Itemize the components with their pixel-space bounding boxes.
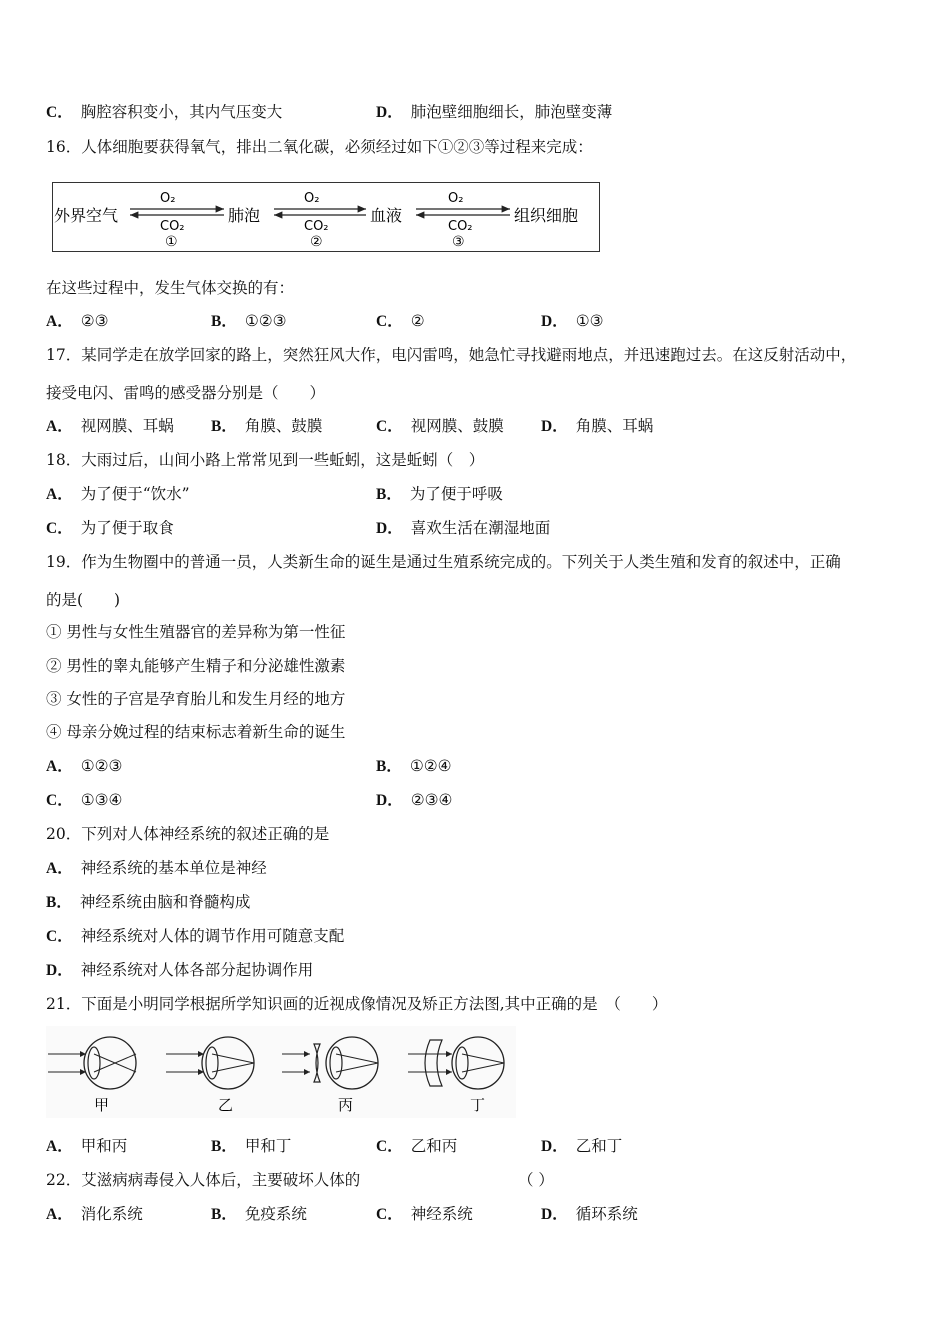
node-tissue-cell: 组织细胞 [514, 206, 579, 225]
q22-stem: 22．艾滋病病毒侵入人体后，主要破坏人体的 [46, 1171, 361, 1189]
q18-option-b: B． 为了便于呼吸 [376, 485, 503, 503]
step-3: ③ [452, 234, 465, 250]
myopia-figure [46, 1026, 516, 1118]
figure-label-yi: 乙 [218, 1096, 234, 1114]
q19-option-d: D． ②③④ [376, 791, 453, 809]
co2-label: CO₂ [160, 219, 185, 234]
figure-label-bing: 丙 [338, 1096, 354, 1114]
q16-option-c: C． ② [376, 312, 425, 330]
q20-option-d: D． 神经系统对人体各部分起协调作用 [46, 961, 314, 979]
q20-option-a: A． 神经系统的基本单位是神经 [46, 859, 267, 877]
o2-label: O₂ [160, 191, 176, 206]
q19-statement-4: ④ 母亲分娩过程的结束标志着新生命的诞生 [46, 723, 346, 741]
q20-stem: 20．下列对人体神经系统的叙述正确的是 [46, 825, 330, 843]
q22-option-c: C． 神经系统 [376, 1205, 473, 1223]
q18-stem: 18．大雨过后，山间小路上常常见到一些蚯蚓，这是蚯蚓（ ） [46, 451, 485, 469]
q16-followup: 在这些过程中，发生气体交换的有： [46, 279, 295, 297]
q19-stem-line1: 19．作为生物圈中的普通一员，人类新生命的诞生是通过生殖系统完成的。下列关于人类生殖和发育的叙述中，正确 [46, 553, 841, 571]
q18-option-a: A． 为了便于“饮水” [46, 485, 190, 503]
q21-option-a: A． 甲和丙 [46, 1137, 128, 1155]
q19-option-c: C． ①③④ [46, 791, 123, 809]
figure-label-jia: 甲 [94, 1096, 110, 1114]
q22-option-b: B． 免疫系统 [211, 1205, 307, 1223]
node-blood: 血液 [370, 206, 403, 225]
q16-option-d: D． ①③ [541, 312, 604, 330]
q19-option-b: B． ①②④ [376, 757, 452, 775]
q21-option-b: B． 甲和丁 [211, 1137, 292, 1155]
q16-option-a: A． ②③ [46, 312, 109, 330]
q17-option-a: A． 视网膜、耳蜗 [46, 417, 174, 435]
figure-label-ding: 丁 [470, 1096, 486, 1114]
q20-option-b: B． 神经系统由脑和脊髓构成 [46, 893, 251, 911]
q22-option-a: A． 消化系统 [46, 1205, 143, 1223]
q16-stem: 16．人体细胞要获得氧气，排出二氧化碳，必须经过如下①②③等过程来完成： [46, 138, 593, 156]
q22-option-d: D． 循环系统 [541, 1205, 638, 1223]
q15-option-c: C． 胸腔容积变小，其内气压变大 [46, 103, 283, 121]
node-alveolus: 肺泡 [228, 206, 261, 225]
node-outside-air: 外界空气 [54, 206, 119, 225]
q19-stem-line2: 的是( ) [46, 591, 121, 609]
q18-option-c: C． 为了便于取食 [46, 519, 174, 537]
q19-statement-1: ① 男性与女性生殖器官的差异称为第一性征 [46, 623, 346, 641]
q16-option-b: B． ①②③ [211, 312, 287, 330]
q19-option-a: A． ①②③ [46, 757, 123, 775]
q15-option-d: D． 肺泡壁细胞细长，肺泡壁变薄 [376, 103, 613, 121]
q17-stem-line1: 17．某同学走在放学回家的路上，突然狂风大作，电闪雷鸣，她急忙寻找避雨地点，并迅速跑过去。在这反射活动中， [46, 346, 857, 364]
o2-label: O₂ [304, 191, 320, 206]
q19-statement-3: ③ 女性的子宫是孕育胎儿和发生月经的地方 [46, 690, 346, 708]
q18-option-d: D． 喜欢生活在潮湿地面 [376, 519, 551, 537]
co2-label: CO₂ [304, 219, 329, 234]
q17-option-b: B． 角膜、鼓膜 [211, 417, 323, 435]
q20-option-c: C． 神经系统对人体的调节作用可随意支配 [46, 927, 345, 945]
q22-answer-bracket: （ ） [518, 1171, 554, 1189]
q17-stem-line2: 接受电闪、雷鸣的感受器分别是（ ） [46, 384, 326, 402]
q21-option-c: C． 乙和丙 [376, 1137, 458, 1155]
q19-statement-2: ② 男性的睾丸能够产生精子和分泌雄性激素 [46, 657, 346, 675]
step-2: ② [310, 234, 323, 250]
q17-option-c: C． 视网膜、鼓膜 [376, 417, 504, 435]
q17-option-d: D． 角膜、耳蜗 [541, 417, 654, 435]
step-1: ① [165, 234, 178, 250]
co2-label: CO₂ [448, 219, 473, 234]
gas-exchange-diagram [52, 182, 600, 252]
o2-label: O₂ [448, 191, 464, 206]
q21-stem: 21．下面是小明同学根据所学知识画的近视成像情况及矫正方法图,其中正确的是 （ ） [46, 995, 668, 1013]
q21-option-d: D． 乙和丁 [541, 1137, 623, 1155]
